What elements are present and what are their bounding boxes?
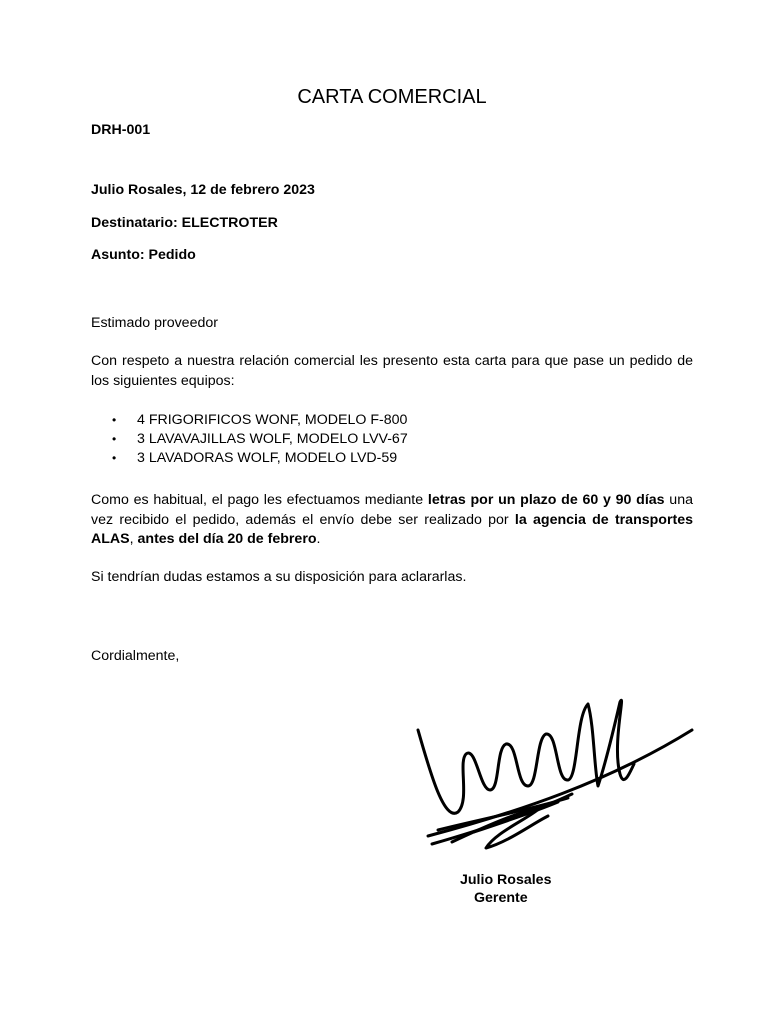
- payment-paragraph: [91, 491, 693, 550]
- payment-text: ,: [129, 531, 138, 547]
- signer-role: Gerente: [474, 890, 528, 906]
- closing-question: Si tendrían dudas estamos a su disposición para aclararlas.: [91, 569, 467, 585]
- equipment-list: [112, 411, 408, 469]
- subject-line: Asunto: Pedido: [91, 247, 196, 263]
- shipping-agency: la agencia de transportes ALAS: [91, 511, 693, 547]
- list-item-text: 4 FRIGORIFICOS WONF, MODELO F-800: [137, 412, 408, 428]
- letter-title: CARTA COMERCIAL: [297, 86, 487, 108]
- greeting: Estimado proveedor: [91, 315, 218, 331]
- reference-code: DRH-001: [91, 122, 151, 138]
- recipient-line: Destinatario: ELECTROTER: [91, 215, 278, 231]
- place-date: Julio Rosales, 12 de febrero 2023: [91, 182, 315, 198]
- intro-paragraph: Con respeto a nuestra relación comercial les presento esta carta para que pase un pedido de los siguientes equipos:: [91, 353, 693, 389]
- payment-text: Como es habitual, el pago les efectuamos mediante: [91, 492, 428, 508]
- delivery-deadline: antes del día 20 de febrero: [137, 531, 317, 547]
- payment-terms: letras por un plazo de 60 y 90 días: [427, 492, 665, 508]
- list-item-text: 3 LAVADORAS WOLF, MODELO LVD-59: [137, 450, 398, 467]
- payment-text: una vez recibido el pedido, además el envío debe ser realizado por: [91, 492, 693, 528]
- list-item-text: 3 LAVAVAJILLAS WOLF, MODELO LVV-67: [137, 431, 408, 448]
- handwritten-signature: [408, 682, 708, 862]
- signer-name: Julio Rosales: [460, 872, 552, 888]
- bullet-icon: •: [112, 413, 117, 427]
- payment-text: .: [316, 531, 321, 547]
- bullet-icon: •: [112, 451, 117, 466]
- list-item: [112, 411, 408, 430]
- list-item: [112, 430, 408, 449]
- farewell: Cordialmente,: [91, 648, 180, 664]
- list-item: [112, 449, 408, 468]
- bullet-icon: •: [112, 432, 117, 447]
